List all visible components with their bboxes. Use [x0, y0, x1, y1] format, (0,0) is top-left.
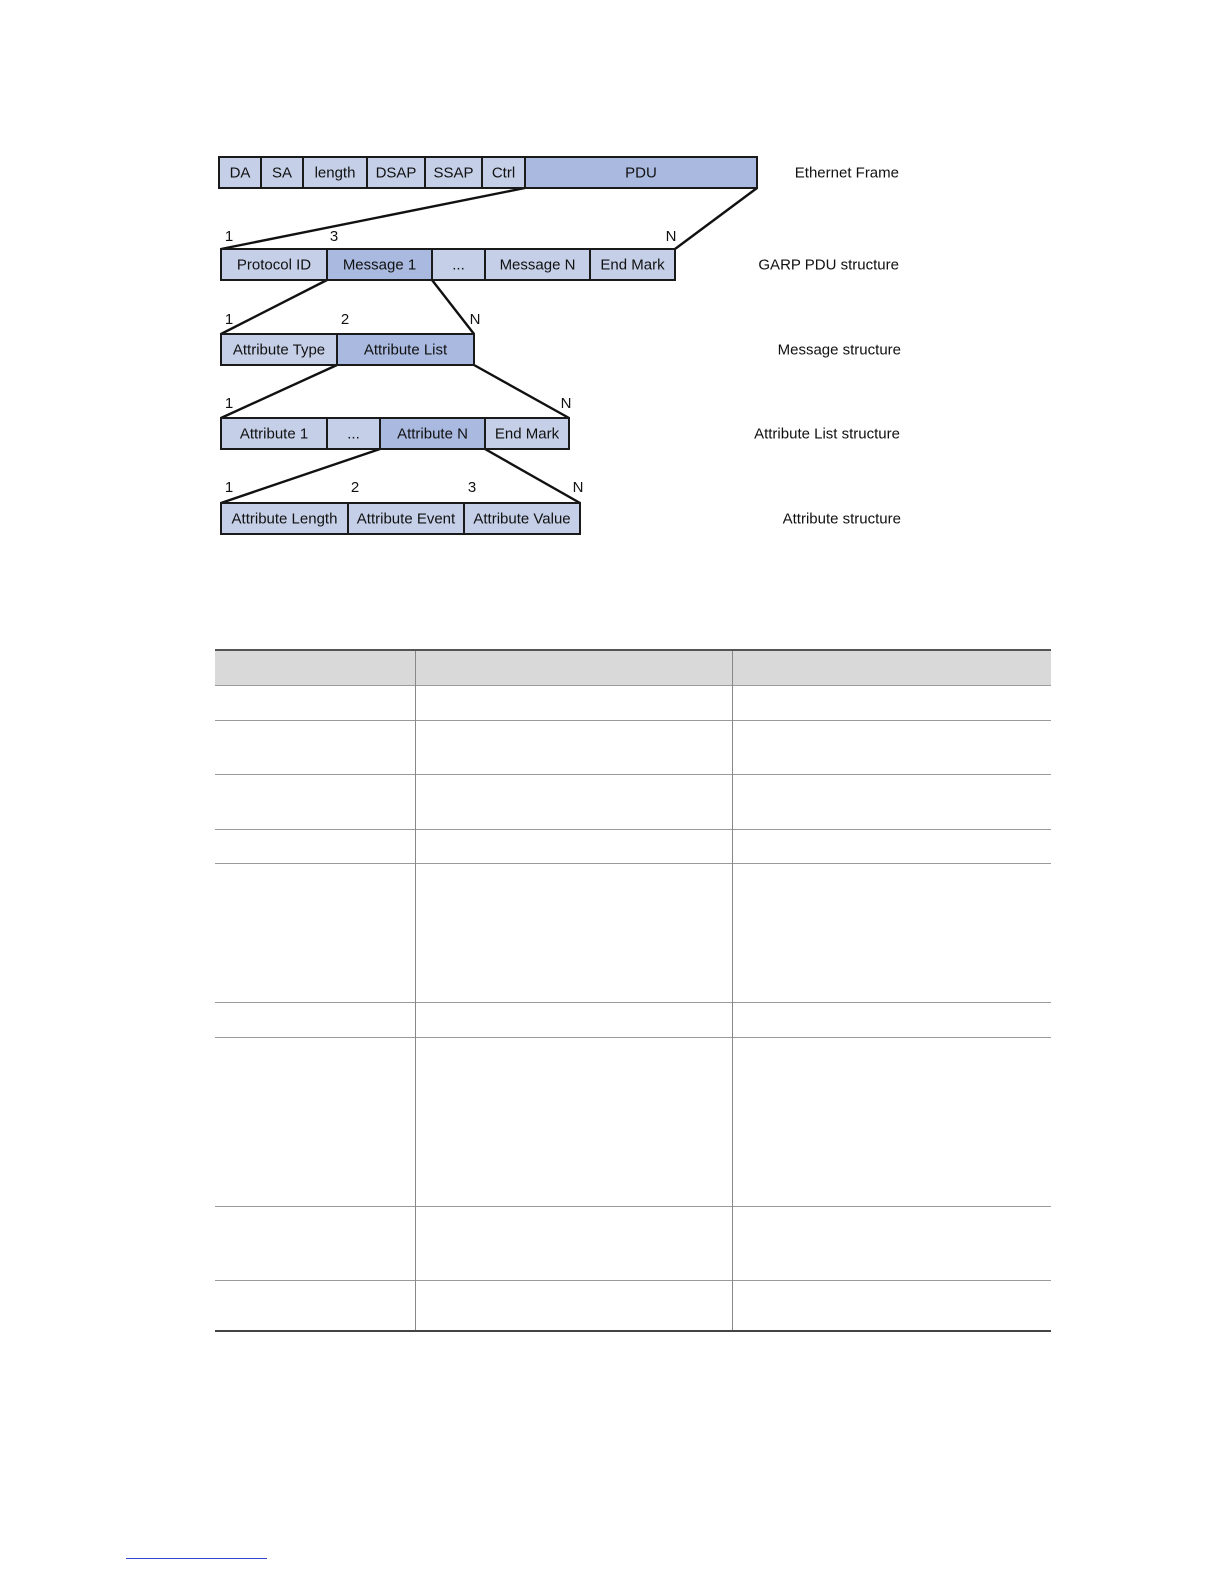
table-row: [215, 686, 1051, 721]
table-cell: [415, 1038, 732, 1207]
field-label: Protocol ID: [236, 256, 312, 274]
field-message-n: [485, 249, 590, 280]
position-marker: 1: [224, 479, 234, 496]
table-row: [215, 1038, 1051, 1207]
field-label: Attribute Value: [473, 510, 571, 528]
field-label: Attribute Type: [232, 341, 326, 359]
table-cell: [415, 775, 732, 830]
field-ctrl: [482, 157, 525, 188]
level-label: Attribute List structure: [754, 425, 900, 443]
table-cell: [215, 864, 415, 1003]
connector-left: [221, 280, 327, 334]
connector-left: [221, 365, 337, 418]
table-cell: [732, 864, 1051, 1003]
field-label: PDU: [625, 164, 657, 182]
field-pdu: [525, 157, 757, 188]
position-marker: N: [560, 395, 572, 412]
position-marker: 3: [329, 228, 339, 245]
field-sa: [261, 157, 303, 188]
table-header-cell: [415, 650, 732, 686]
table-cell: [215, 1281, 415, 1331]
level-label: Attribute structure: [782, 510, 901, 528]
connector-right: [432, 280, 474, 334]
table-header-cell: [732, 650, 1051, 686]
position-marker: 2: [340, 311, 350, 328]
connector-right: [474, 365, 569, 418]
level-1: [221, 228, 899, 280]
field-label: End Mark: [600, 256, 665, 274]
field-label: Attribute 1: [239, 425, 309, 443]
field-description-table: [215, 649, 1051, 1332]
table-row: [215, 1207, 1051, 1281]
table-cell: [215, 1207, 415, 1281]
field-end-mark: [485, 418, 569, 449]
field-length: [303, 157, 367, 188]
field-ellipsis: [327, 418, 380, 449]
connector-right: [675, 188, 757, 249]
table-cell: [215, 686, 415, 721]
level-label: GARP PDU structure: [758, 256, 899, 274]
field-label: Attribute N: [397, 425, 468, 443]
position-marker: 1: [224, 395, 234, 412]
level-3: [221, 395, 900, 449]
table-cell: [215, 775, 415, 830]
structure-levels: [219, 157, 901, 534]
field-label: Message N: [499, 256, 576, 274]
field-label: SSAP: [433, 164, 474, 182]
field-label: ...: [452, 256, 465, 274]
table-cell: [732, 1003, 1051, 1038]
field-label: Attribute Event: [356, 510, 456, 528]
position-marker: 1: [224, 228, 234, 245]
table-cell: [215, 830, 415, 864]
field-attribute-n: [380, 418, 485, 449]
field-attribute-length: [221, 503, 348, 534]
table-cell: [415, 1281, 732, 1331]
field-label: Message 1: [342, 256, 417, 274]
field-message-1: [327, 249, 432, 280]
position-marker: 3: [467, 479, 477, 496]
field-dsap: [367, 157, 425, 188]
field-attribute-value: [464, 503, 580, 534]
level-label: Message structure: [777, 341, 901, 359]
table-cell: [415, 830, 732, 864]
level-4: [221, 479, 901, 534]
level-0: [219, 157, 899, 188]
table-cell: [415, 686, 732, 721]
table-cell: [415, 1207, 732, 1281]
table-cell: [415, 721, 732, 775]
field-attribute-1: [221, 418, 327, 449]
footer-link-rule: [126, 1558, 267, 1559]
connector-right: [485, 449, 580, 503]
table-cell: [415, 864, 732, 1003]
table-cell: [732, 1207, 1051, 1281]
field-da: [219, 157, 261, 188]
field-ellipsis: [432, 249, 485, 280]
field-label: Ctrl: [491, 164, 516, 182]
field-label: End Mark: [494, 425, 560, 443]
garp-structure-diagram: [0, 0, 1224, 600]
table-cell: [732, 1038, 1051, 1207]
connector-left: [221, 188, 525, 249]
table-row: [215, 864, 1051, 1003]
level-2: [221, 311, 901, 365]
field-label: DA: [229, 164, 251, 182]
table-cell: [215, 721, 415, 775]
position-marker: N: [469, 311, 481, 328]
table-header-cell: [215, 650, 415, 686]
field-attribute-type: [221, 334, 337, 365]
table-row: [215, 775, 1051, 830]
field-label: length: [314, 164, 356, 182]
field-ssap: [425, 157, 482, 188]
level-label: Ethernet Frame: [794, 164, 899, 182]
table-cell: [732, 686, 1051, 721]
table-cell: [732, 1281, 1051, 1331]
table-row: [215, 1281, 1051, 1331]
position-marker: N: [665, 228, 677, 245]
table-cell: [732, 830, 1051, 864]
table-cell: [732, 721, 1051, 775]
field-label: DSAP: [375, 164, 417, 182]
table-cell: [215, 1003, 415, 1038]
position-marker: 2: [350, 479, 360, 496]
field-end-mark: [590, 249, 675, 280]
field-attribute-event: [348, 503, 464, 534]
table-cell: [215, 1038, 415, 1207]
table-cell: [415, 1003, 732, 1038]
table-header-row: [215, 650, 1051, 686]
field-label: Attribute Length: [231, 510, 338, 528]
field-protocol-id: [221, 249, 327, 280]
table-row: [215, 721, 1051, 775]
position-marker: 1: [224, 311, 234, 328]
table-row: [215, 830, 1051, 864]
field-label: SA: [271, 164, 293, 182]
table-row: [215, 1003, 1051, 1038]
field-label: ...: [347, 425, 360, 443]
table-cell: [732, 775, 1051, 830]
field-attribute-list: [337, 334, 474, 365]
field-label: Attribute List: [363, 341, 448, 359]
position-marker: N: [572, 479, 584, 496]
